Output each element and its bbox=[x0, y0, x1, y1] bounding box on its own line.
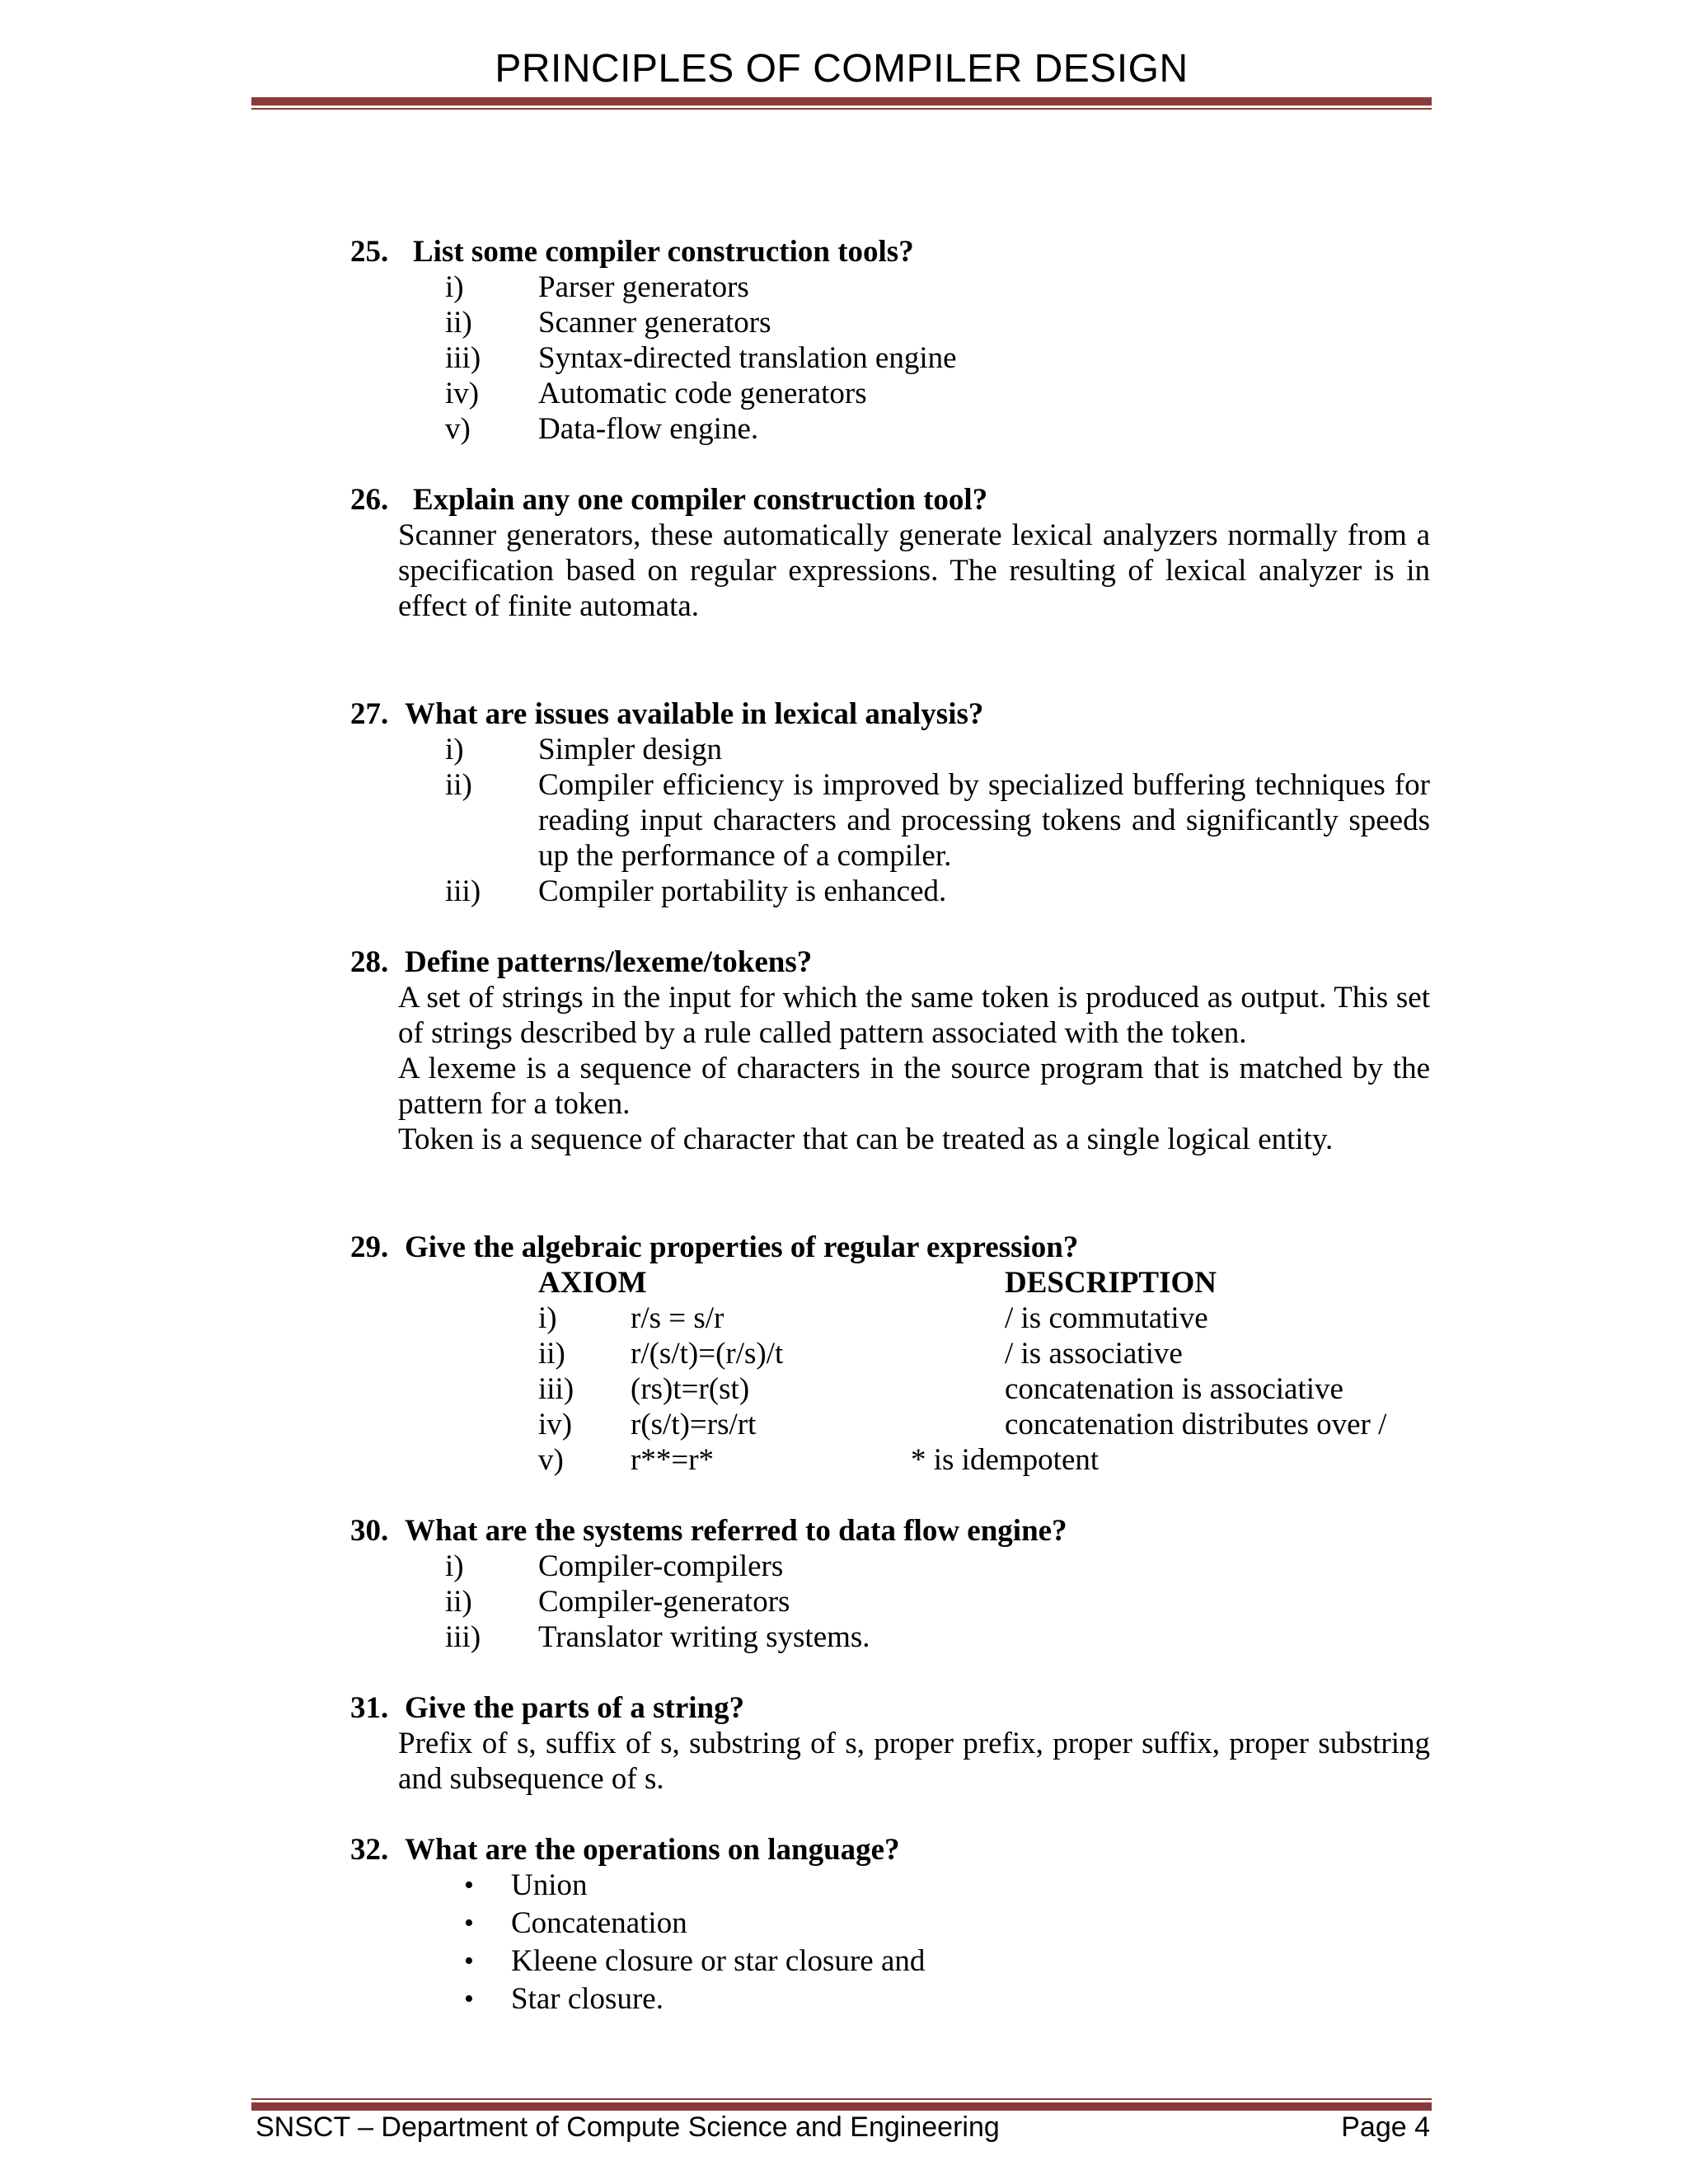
bullet-icon: • bbox=[464, 1984, 474, 2014]
list-item bbox=[350, 269, 1430, 305]
list-marker: i) bbox=[538, 1301, 557, 1335]
bullet-item bbox=[350, 1981, 1430, 2019]
list-marker: v) bbox=[538, 1443, 564, 1477]
axiom-row bbox=[350, 1407, 1430, 1442]
header-rule-thin bbox=[251, 108, 1432, 110]
list-marker: ii) bbox=[445, 768, 472, 802]
bullet-text: Union bbox=[511, 1868, 588, 1902]
axiom-expression: r/(s/t)=(r/s)/t bbox=[631, 1337, 784, 1371]
description-column-header: DESCRIPTION bbox=[1005, 1266, 1217, 1300]
bullet-item bbox=[350, 1868, 1430, 1905]
list-marker: iii) bbox=[538, 1372, 574, 1406]
question-28 bbox=[350, 944, 1430, 980]
question-text: What are issues available in lexical analysis? bbox=[405, 697, 984, 731]
question-number: 29. bbox=[350, 1230, 389, 1264]
footer-rule-thin bbox=[251, 2098, 1432, 2100]
list-item bbox=[350, 732, 1430, 767]
question-number: 31. bbox=[350, 1691, 389, 1725]
answer-paragraph: Scanner generators, these automatically generate lexical analyzers normally from a specification based on regular expressions. The resulting of lexical analyzer is in effect of finite automata. bbox=[398, 518, 1430, 623]
axiom-description: / is commutative bbox=[1005, 1301, 1208, 1335]
footer-rule-thick bbox=[251, 2102, 1432, 2111]
axiom-row bbox=[350, 1442, 1430, 1478]
question-26 bbox=[350, 482, 1430, 518]
list-marker: i) bbox=[445, 733, 464, 766]
axiom-expression: (rs)t=r(st) bbox=[631, 1372, 750, 1406]
question-number: 25. bbox=[350, 235, 389, 269]
list-item-text: Simpler design bbox=[538, 733, 723, 766]
list-item-text: Scanner generators bbox=[538, 306, 771, 340]
list-marker: iv) bbox=[445, 377, 480, 410]
bullet-icon: • bbox=[464, 1946, 474, 1976]
list-item bbox=[350, 1549, 1430, 1584]
list-item-text: Compiler portability is enhanced. bbox=[538, 874, 947, 908]
question-number: 30. bbox=[350, 1514, 389, 1548]
answer-paragraph: Token is a sequence of character that can be treated as a single logical entity. bbox=[398, 1122, 1334, 1156]
question-text: What are the systems referred to data flow engine? bbox=[405, 1514, 1067, 1548]
list-marker: iii) bbox=[445, 874, 481, 908]
answer-paragraph: Prefix of s, suffix of s, substring of s, proper prefix, proper suffix, proper substring and subsequence of s. bbox=[398, 1727, 1430, 1796]
list-item bbox=[350, 376, 1430, 411]
axiom-row bbox=[350, 1336, 1430, 1371]
list-item-text: Compiler-compilers bbox=[538, 1549, 784, 1583]
question-text: Explain any one compiler construction tool? bbox=[413, 483, 988, 517]
list-marker: iii) bbox=[445, 341, 481, 375]
axiom-description: concatenation is associative bbox=[1005, 1372, 1343, 1406]
list-marker: i) bbox=[445, 1549, 464, 1583]
bullet-item bbox=[350, 1905, 1430, 1943]
axiom-expression: r/s = s/r bbox=[631, 1301, 724, 1335]
axiom-description: / is associative bbox=[1005, 1337, 1183, 1371]
question-27 bbox=[350, 696, 1430, 732]
question-number: 28. bbox=[350, 945, 389, 979]
document-body bbox=[350, 234, 1430, 2019]
question-number: 26. bbox=[350, 483, 389, 517]
axiom-description: concatenation distributes over / bbox=[1005, 1408, 1387, 1441]
list-marker: v) bbox=[445, 412, 471, 446]
bullet-icon: • bbox=[464, 1870, 474, 1900]
footer-department: SNSCT – Department of Compute Science and Engineering bbox=[256, 2111, 1000, 2143]
list-item-text: Compiler efficiency is improved by specialized buffering techniques for reading input characters and processing tokens and significantly speeds up the performance of a compiler. bbox=[538, 768, 1430, 873]
axiom-expression: r(s/t)=rs/rt bbox=[631, 1408, 757, 1441]
header-rule-thick bbox=[251, 97, 1432, 105]
list-item-text: Data-flow engine. bbox=[538, 412, 759, 446]
list-item bbox=[350, 305, 1430, 340]
question-text: Give the algebraic properties of regular expression? bbox=[405, 1230, 1079, 1264]
list-item bbox=[350, 1619, 1430, 1655]
question-text: Define patterns/lexeme/tokens? bbox=[405, 945, 813, 979]
question-text: List some compiler construction tools? bbox=[413, 235, 914, 269]
bullet-text: Star closure. bbox=[511, 1982, 663, 2016]
axiom-row bbox=[350, 1371, 1430, 1407]
question-29 bbox=[350, 1230, 1430, 1265]
bullet-icon: • bbox=[464, 1908, 474, 1938]
list-item bbox=[350, 340, 1430, 376]
list-item bbox=[350, 411, 1430, 447]
list-item-text: Automatic code generators bbox=[538, 377, 867, 410]
list-item bbox=[350, 767, 1430, 874]
bullet-text: Kleene closure or star closure and bbox=[511, 1944, 926, 1978]
list-marker: i) bbox=[445, 270, 464, 304]
axiom-expression: r**=r* bbox=[631, 1443, 715, 1477]
question-31 bbox=[350, 1690, 1430, 1726]
question-number: 32. bbox=[350, 1833, 389, 1867]
axiom-table-header bbox=[350, 1265, 1430, 1301]
axiom-description: * is idempotent bbox=[911, 1443, 1100, 1477]
question-text: Give the parts of a string? bbox=[405, 1691, 745, 1725]
list-item-text: Syntax-directed translation engine bbox=[538, 341, 957, 375]
list-marker: iii) bbox=[445, 1620, 481, 1654]
question-text: What are the operations on language? bbox=[405, 1833, 900, 1867]
list-marker: ii) bbox=[445, 306, 472, 340]
page-header-title: PRINCIPLES OF COMPILER DESIGN bbox=[495, 47, 1189, 91]
answer-paragraph: A set of strings in the input for which the same token is produced as output. This set of strings described by a rule called pattern associated with the token. bbox=[398, 981, 1430, 1050]
list-marker: iv) bbox=[538, 1408, 573, 1441]
list-item-text: Compiler-generators bbox=[538, 1585, 790, 1619]
axiom-row bbox=[350, 1301, 1430, 1336]
list-item bbox=[350, 874, 1430, 909]
bullet-item bbox=[350, 1943, 1430, 1981]
list-item bbox=[350, 1584, 1430, 1619]
list-item-text: Parser generators bbox=[538, 270, 749, 304]
answer-paragraph: A lexeme is a sequence of characters in the source program that is matched by the pattern for a token. bbox=[398, 1052, 1430, 1121]
question-32 bbox=[350, 1832, 1430, 1868]
question-number: 27. bbox=[350, 697, 389, 731]
list-marker: ii) bbox=[445, 1585, 472, 1619]
page-number: Page 4 bbox=[1341, 2111, 1430, 2143]
question-30 bbox=[350, 1513, 1430, 1549]
list-marker: ii) bbox=[538, 1337, 565, 1371]
bullet-text: Concatenation bbox=[511, 1906, 687, 1940]
list-item-text: Translator writing systems. bbox=[538, 1620, 870, 1654]
question-25 bbox=[350, 234, 1430, 269]
axiom-column-header: AXIOM bbox=[538, 1266, 647, 1300]
